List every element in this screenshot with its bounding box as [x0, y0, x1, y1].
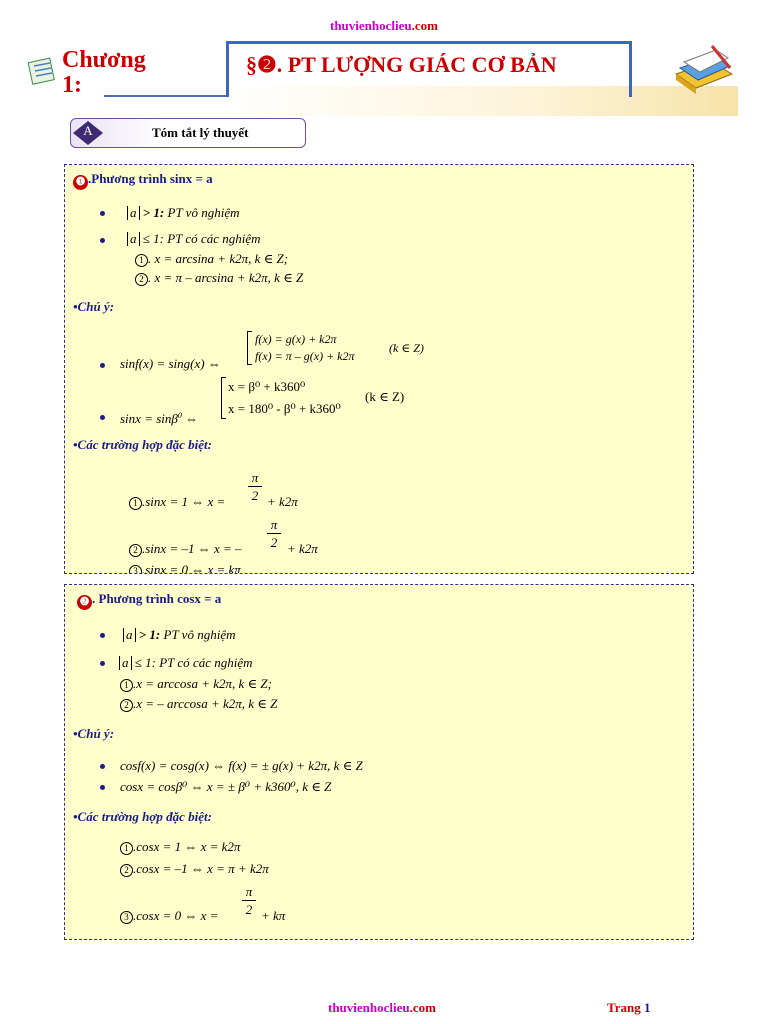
site-name: thuvienhoclieu [328, 1000, 410, 1015]
abs-a: a [119, 656, 132, 670]
bullet-icon [100, 785, 105, 790]
section-title: Tóm tắt lý thuyết [152, 125, 249, 140]
fraction-numerator: π [251, 470, 259, 485]
sin-solution-2 [135, 270, 303, 286]
sin-special-2-right: + k2π [287, 541, 318, 556]
sin-note-1-line-1: f(x) = g(x) + k2π [255, 332, 337, 346]
bullet-icon [100, 415, 105, 420]
cos-solution-1-text: .x = arccosa + k2π, k ∈ Z; [133, 676, 272, 691]
cos-heading-text: . Phương trình cosx = a [92, 591, 222, 606]
circled-one-icon: 1 [135, 254, 148, 267]
sin-special-3 [129, 562, 241, 574]
page-label: Trang [607, 1000, 641, 1015]
site-domain: .com [409, 1000, 436, 1015]
sin-special-2 [129, 541, 242, 557]
cos-case-1-text: PT vô nghiệm [160, 627, 236, 642]
bullet-icon [100, 633, 105, 638]
fraction-numerator: π [270, 517, 278, 532]
number-two-icon: ❷ [77, 595, 92, 610]
cos-solution-1 [120, 676, 272, 692]
sin-special-2-left: .sinx = –1 ⇔ x = – [142, 541, 242, 556]
chapter-underline [104, 95, 226, 97]
sin-special-1 [129, 494, 225, 510]
bracket [221, 377, 226, 419]
fraction-pi-over-2 [242, 885, 256, 916]
abs-a: a [127, 232, 140, 246]
circled-two-icon: 2 [120, 864, 133, 877]
cos-case-1-op: > 1: [135, 627, 161, 642]
sin-note-2-sup: 0 [177, 411, 182, 420]
cos-note-label: •Chú ý: [73, 726, 115, 741]
sin-case-1 [127, 205, 239, 221]
section-badge-letter: A [83, 123, 93, 138]
abs-a: a [127, 206, 140, 220]
site-domain: .com [411, 18, 438, 33]
chapter-label [62, 48, 146, 98]
sin-case-2-text: ≤ 1: PT có các nghiệm [139, 231, 261, 246]
sin-case-1-op: > 1: [139, 205, 165, 220]
fraction-denominator: 2 [251, 488, 259, 503]
sin-note-2-arrow: ⇔ [185, 411, 199, 426]
chapter-word: Chương [62, 47, 146, 73]
bullet-icon [100, 238, 105, 243]
fraction-numerator: π [245, 884, 253, 899]
cos-special-2-text: .cosx = –1 ⇔ x = π + k2π [133, 861, 269, 876]
sin-equation-box [64, 164, 694, 574]
sin-solution-1 [135, 251, 288, 267]
sin-note-2-text: sinx = sinβ [120, 411, 178, 426]
sin-solution-1-text: . x = arcsina + k2π, k ∈ Z; [148, 251, 289, 266]
footer-site-link[interactable] [328, 1000, 436, 1016]
cos-special-3-right: + kπ [261, 908, 286, 923]
circled-three-icon: 3 [129, 565, 142, 574]
page-number-value: 1 [643, 1000, 651, 1015]
circled-two-icon: 2 [120, 699, 133, 712]
sin-note-2-line-2: x = 180⁰ - β⁰ + k360⁰ [228, 401, 341, 416]
circled-two-icon: 2 [135, 273, 148, 286]
sin-note-2-left [120, 408, 198, 427]
circled-three-icon: 3 [120, 911, 133, 924]
cos-equation-box [64, 584, 694, 940]
sin-solution-2-text: . x = π – arcsina + k2π, k ∈ Z [148, 270, 304, 285]
page-title: §❷. PT LƯỢNG GIÁC CƠ BẢN [246, 52, 557, 77]
sin-special-1-right: + k2π [267, 494, 298, 509]
sin-note-2-line-1: x = β⁰ + k360⁰ [228, 379, 306, 394]
cos-special-1 [120, 839, 240, 855]
notebook-icon [26, 54, 58, 86]
page-number [607, 1000, 650, 1016]
header-site-link[interactable] [330, 18, 438, 34]
circled-one-icon: 1 [120, 842, 133, 855]
bullet-icon [100, 211, 105, 216]
fraction-denominator: 2 [270, 535, 278, 550]
cos-heading [77, 591, 221, 610]
cos-note-2: cosx = cosβ⁰ ⇔ x = ± β⁰ + k360⁰, k ∈ Z [120, 779, 332, 794]
sin-heading-text: .Phương trình sinx = a [88, 171, 213, 186]
circled-one-icon: 1 [129, 497, 142, 510]
bullet-icon [100, 764, 105, 769]
number-one-icon: ❶ [73, 175, 88, 190]
circled-one-icon: 1 [120, 679, 133, 692]
fraction-pi-over-2 [248, 471, 262, 502]
cos-case-2-text: ≤ 1: PT có các nghiệm [131, 655, 253, 670]
cos-case-1 [123, 627, 235, 643]
sin-case-1-text: PT vô nghiệm [164, 205, 240, 220]
sin-special-3-text: .sinx = 0 ⇔ x = kπ [142, 562, 241, 574]
cos-solution-2-text: .x = – arccosa + k2π, k ∈ Z [133, 696, 278, 711]
cos-solution-2 [120, 696, 277, 712]
sin-case-2 [127, 231, 260, 247]
sin-note-1-left: sinf(x) = sing(x) ⇔ [120, 356, 221, 371]
fraction-denominator: 2 [245, 902, 253, 917]
sin-note-label: •Chú ý: [73, 299, 115, 314]
sin-note-2-cond: (k ∈ Z) [365, 389, 405, 404]
circled-two-icon: 2 [129, 544, 142, 557]
sin-heading [73, 171, 213, 190]
fraction-pi-over-2 [267, 518, 281, 549]
cos-special-3-left: .cosx = 0 ⇔ x = [133, 908, 219, 923]
abs-a: a [123, 628, 136, 642]
cos-case-2 [119, 655, 252, 671]
cos-special-1-text: .cosx = 1 ⇔ x = k2π [133, 839, 241, 854]
sin-special-label: •Các trường hợp đặc biệt: [73, 437, 212, 452]
cos-special-label: •Các trường hợp đặc biệt: [73, 809, 212, 824]
cos-special-3 [120, 908, 218, 924]
site-name: thuvienhoclieu [330, 18, 412, 33]
bullet-icon [100, 363, 105, 368]
books-icon [672, 44, 736, 100]
cos-special-2 [120, 861, 269, 877]
sin-special-1-left: .sinx = 1 ⇔ x = [142, 494, 226, 509]
cos-note-1: cosf(x) = cosg(x) ⇔ f(x) = ± g(x) + k2π, k ∈ Z [120, 758, 363, 773]
sin-note-1-line-2: f(x) = π – g(x) + k2π [255, 349, 355, 363]
sin-note-1-cond: (k ∈ Z) [389, 341, 424, 355]
chapter-number: 1: [62, 72, 82, 98]
bracket [247, 331, 252, 365]
bullet-icon [100, 661, 105, 666]
